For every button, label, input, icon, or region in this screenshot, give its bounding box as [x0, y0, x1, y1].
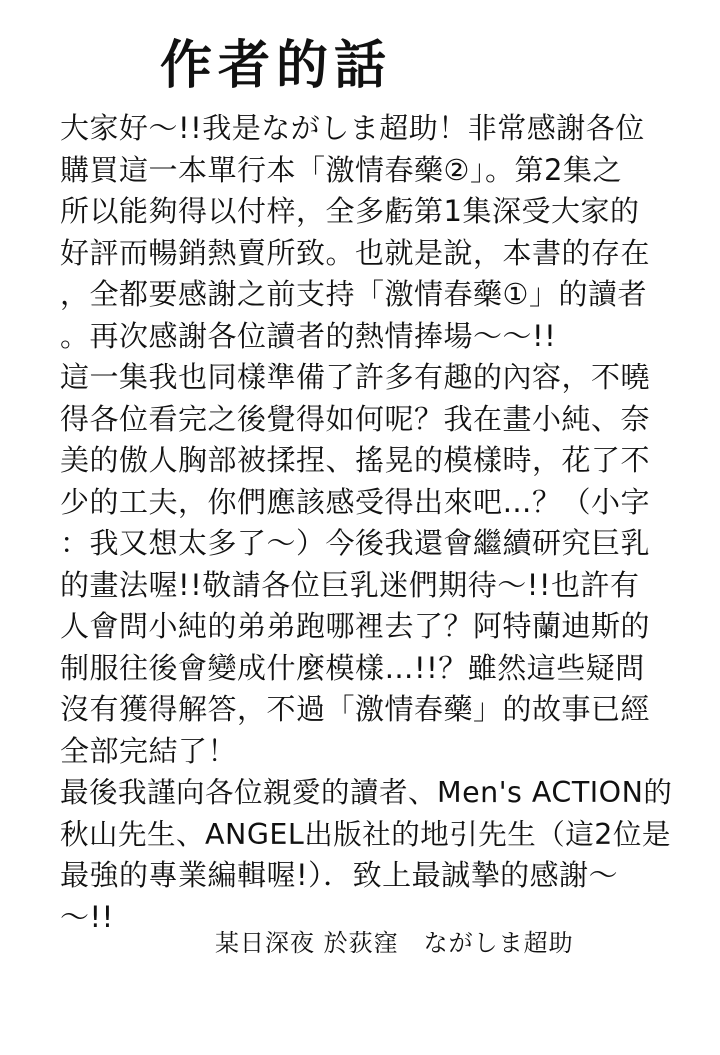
text-line: 大家好～!!我是ながしま超助！非常感謝各位 — [60, 111, 645, 145]
text-line: 沒有獲得解答，不過「激情春藥」的故事已經 — [60, 692, 651, 726]
text-line: 。再次感謝各位讀者的熱情捧場～～!! — [60, 318, 557, 353]
text-line: 少的工夫，你們應該感受得出來吧…？（小字 — [60, 484, 651, 519]
text-line: 購買這一本單行本「激情春藥②」。第2集之 — [60, 152, 622, 187]
text-line: 所以能夠得以付梓，全多虧第1集深受大家的 — [60, 194, 640, 228]
text-line: 美的傲人胸部被揉捏、搖晃的模樣時，花了不 — [60, 443, 651, 477]
text-line: 秋山先生、ANGEL出版社的地引先生（這2位是 — [60, 817, 671, 851]
text-line: 最強的專業編輯喔!）．致上最誠摯的感謝～ — [60, 858, 619, 892]
text-line: ～!! — [60, 899, 114, 934]
afterword-body — [60, 108, 680, 938]
text-line: 人會問小純的弟弟跑哪裡去了？阿特蘭迪斯的 — [60, 609, 651, 643]
text-line: 好評而暢銷熱賣所致。也就是說，本書的存在 — [60, 235, 651, 270]
text-line: 這一集我也同樣準備了許多有趣的內容，不曉 — [60, 360, 651, 394]
text-line: ，全都要感謝之前支持「激情春藥①」的讀者 — [60, 277, 647, 311]
text-line: 制服往後會變成什麼模樣…!!？雖然這些疑問 — [60, 650, 645, 685]
text-line: 全部完結了！ — [60, 733, 238, 768]
author-signature: 某日深夜 於荻窪 ながしま超助 — [215, 929, 574, 957]
text-line: 的畫法喔!!敬請各位巨乳迷們期待～!!也許有 — [60, 567, 640, 602]
text-line: 得各位看完之後覺得如何呢？我在畫小純、奈 — [60, 401, 651, 436]
page-title: 作者的話 — [160, 36, 393, 96]
text-line: 最後我謹向各位親愛的讀者、Men's ACTION的 — [60, 776, 673, 809]
text-line: ：我又想太多了～）今後我還會繼續研究巨乳 — [60, 526, 651, 560]
